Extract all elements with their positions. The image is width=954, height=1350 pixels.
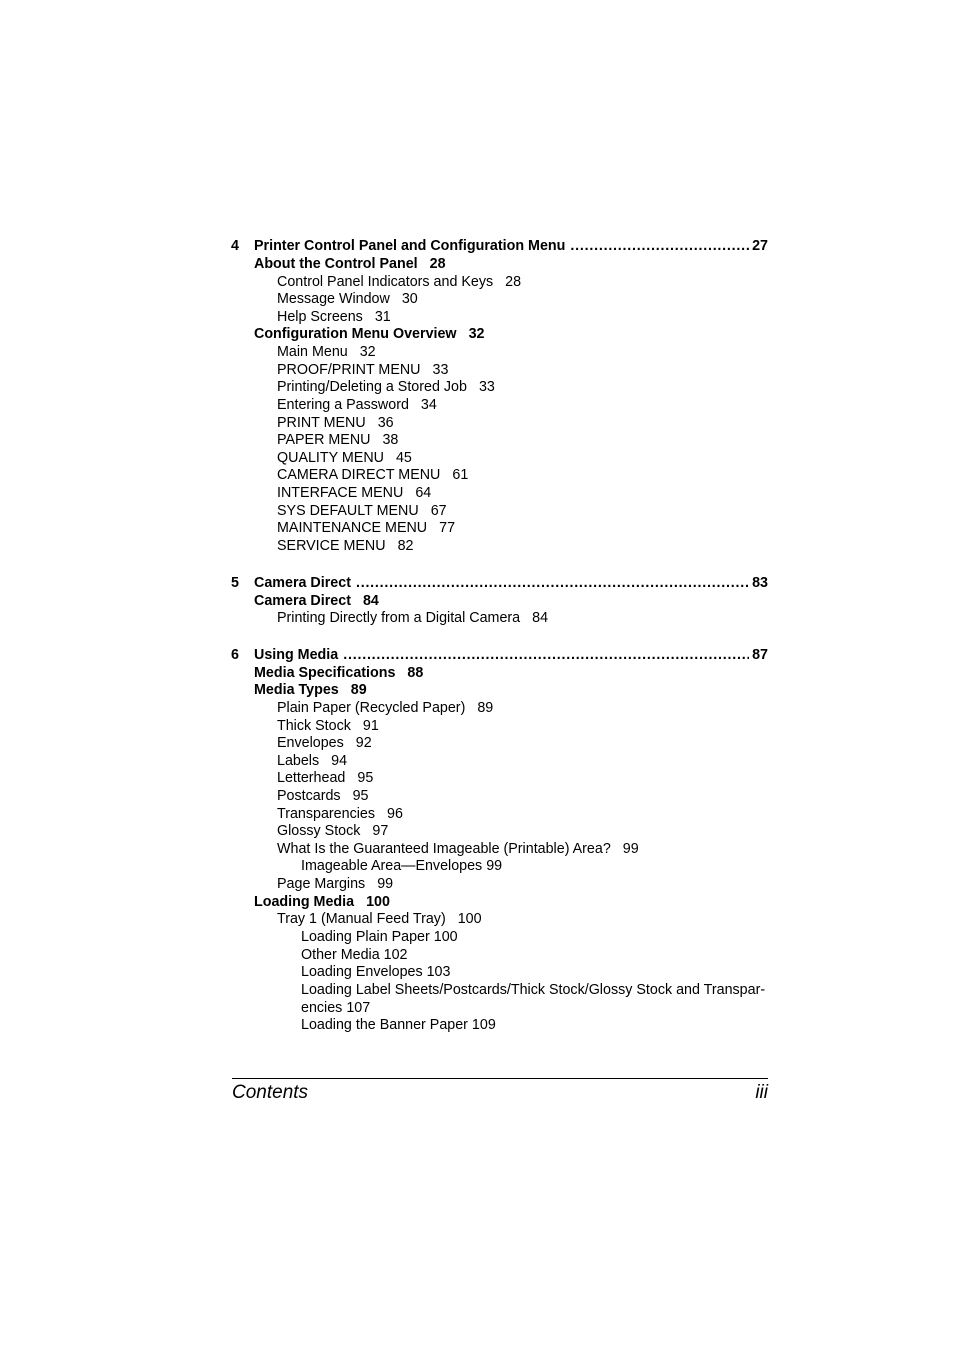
chapter-page: 87 bbox=[752, 647, 768, 663]
chapter-title: Camera Direct bbox=[254, 575, 351, 591]
subsection-entry[interactable]: What Is the Guaranteed Imageable (Printable) Area? 99 bbox=[277, 841, 639, 857]
subsubsection-entry[interactable]: Loading Envelopes 103 bbox=[301, 964, 451, 980]
footer-section-title: Contents bbox=[232, 1082, 309, 1103]
subsection-entry[interactable]: PRINT MENU 36 bbox=[277, 415, 394, 431]
section-entry[interactable]: Configuration Menu Overview 32 bbox=[254, 326, 485, 342]
chapter-number: 4 bbox=[231, 238, 239, 254]
section-entry[interactable]: About the Control Panel 28 bbox=[254, 256, 446, 272]
subsection-entry[interactable]: QUALITY MENU 45 bbox=[277, 450, 412, 466]
chapter-entry[interactable] bbox=[254, 575, 768, 593]
chapter-page: 83 bbox=[752, 575, 768, 591]
subsubsection-entry[interactable]: Loading Plain Paper 100 bbox=[301, 929, 458, 945]
subsection-entry[interactable]: Entering a Password 34 bbox=[277, 397, 437, 413]
section-entry[interactable]: Camera Direct 84 bbox=[254, 593, 379, 609]
chapter-number: 5 bbox=[231, 575, 239, 591]
subsection-entry[interactable]: MAINTENANCE MENU 77 bbox=[277, 520, 456, 536]
dot-leader bbox=[356, 575, 749, 593]
section-entry[interactable]: Media Types 89 bbox=[254, 682, 367, 698]
subsection-entry[interactable]: PROOF/PRINT MENU 33 bbox=[277, 362, 449, 378]
subsection-entry[interactable]: INTERFACE MENU 64 bbox=[277, 485, 432, 501]
subsection-entry[interactable]: Control Panel Indicators and Keys 28 bbox=[277, 274, 522, 290]
subsection-entry[interactable]: Help Screens 31 bbox=[277, 309, 391, 325]
subsection-entry[interactable]: Transparencies 96 bbox=[277, 806, 403, 822]
chapter-page: 27 bbox=[752, 238, 768, 254]
subsection-entry[interactable]: Tray 1 (Manual Feed Tray) 100 bbox=[277, 911, 482, 927]
subsection-entry[interactable]: CAMERA DIRECT MENU 61 bbox=[277, 467, 469, 483]
chapter-entry[interactable] bbox=[254, 238, 768, 256]
subsection-entry[interactable]: Message Window 30 bbox=[277, 291, 418, 307]
section-entry[interactable]: Media Specifications 88 bbox=[254, 665, 424, 681]
subsection-entry[interactable]: Envelopes 92 bbox=[277, 735, 372, 751]
dot-leader bbox=[570, 238, 749, 256]
chapter-number: 6 bbox=[231, 647, 239, 663]
footer-divider bbox=[232, 1078, 768, 1079]
subsection-entry[interactable]: Glossy Stock 97 bbox=[277, 823, 389, 839]
subsection-entry[interactable]: Page Margins 99 bbox=[277, 876, 394, 892]
subsection-entry[interactable]: Plain Paper (Recycled Paper) 89 bbox=[277, 700, 494, 716]
subsection-entry[interactable]: PAPER MENU 38 bbox=[277, 432, 399, 448]
subsubsection-entry[interactable]: Loading Label Sheets/Postcards/Thick Stock/Glossy Stock and Transpar- bbox=[301, 982, 766, 998]
footer-page-number: iii bbox=[755, 1082, 768, 1103]
subsubsection-entry[interactable]: Loading the Banner Paper 109 bbox=[301, 1017, 496, 1033]
subsection-entry[interactable]: SERVICE MENU 82 bbox=[277, 538, 414, 554]
subsection-entry[interactable]: Printing Directly from a Digital Camera 84 bbox=[277, 610, 549, 626]
subsection-entry[interactable]: Postcards 95 bbox=[277, 788, 369, 804]
chapter-title: Printer Control Panel and Configuration Menu bbox=[254, 238, 566, 254]
subsection-entry[interactable]: Printing/Deleting a Stored Job 33 bbox=[277, 379, 495, 395]
subsubsection-entry[interactable]: Imageable Area—Envelopes 99 bbox=[301, 858, 503, 874]
subsection-entry[interactable]: SYS DEFAULT MENU 67 bbox=[277, 503, 447, 519]
subsection-entry[interactable]: Labels 94 bbox=[277, 753, 348, 769]
chapter-entry[interactable] bbox=[254, 647, 768, 665]
subsubsection-entry[interactable]: Other Media 102 bbox=[301, 947, 408, 963]
chapter-title: Using Media bbox=[254, 647, 339, 663]
section-entry[interactable]: Loading Media 100 bbox=[254, 894, 390, 910]
subsection-entry[interactable]: Thick Stock 91 bbox=[277, 718, 379, 734]
subsection-entry[interactable]: Main Menu 32 bbox=[277, 344, 376, 360]
dot-leader bbox=[343, 647, 749, 665]
subsection-entry[interactable]: Letterhead 95 bbox=[277, 770, 374, 786]
subsubsection-entry[interactable]: encies 107 bbox=[301, 1000, 371, 1016]
